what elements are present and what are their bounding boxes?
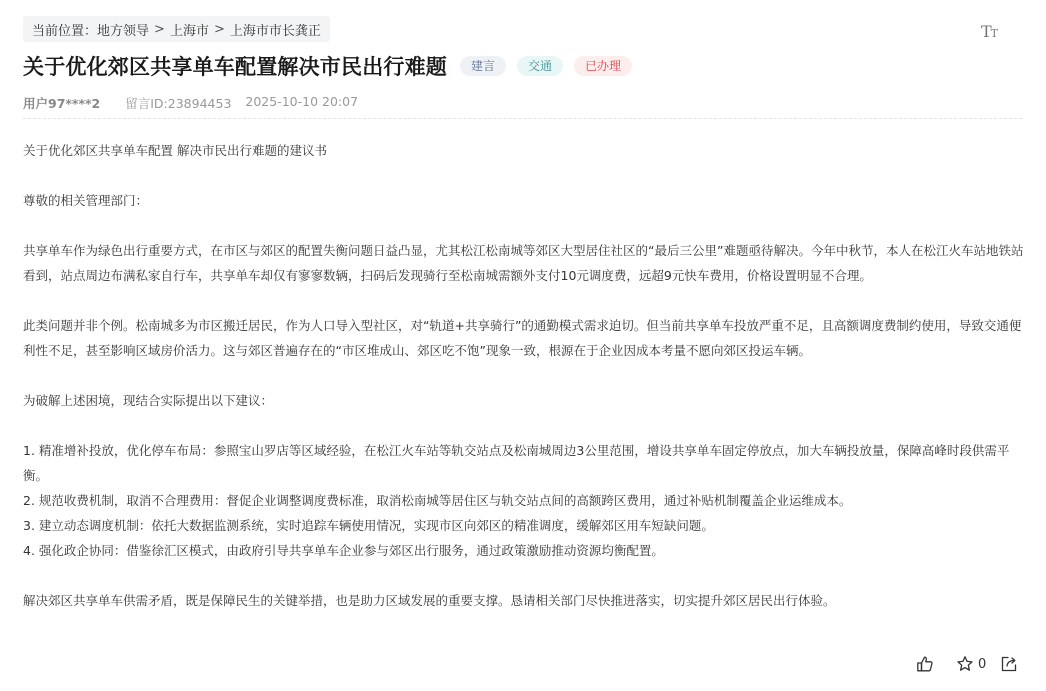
page-title: 关于优化郊区共享单车配置解决市民出行难题 — [23, 55, 447, 79]
body-paragraph: 解决郊区共享单车供需矛盾，既是保障民生的关键举措，也是助力区域发展的重要支撑。恳请相关部门尽快推进落实，切实提升郊区居民出行体验。 — [23, 593, 836, 608]
breadcrumb-item-mayor[interactable]: 上海市市长龚正 — [229, 23, 321, 39]
breadcrumb — [23, 16, 330, 42]
post-actions — [916, 655, 1018, 673]
suggestion-list: 1. 精准增补投放，优化停车布局：参照宝山罗店等区域经验，在松江火车站等轨交站点及松南城周边3公里范围，增设共享单车固定停放点，加大车辆投放量，保障高峰时段供需平衡。 2. 规范收费机制，取消不合理费用：督促企业调整调度费标准，取消松南城等居住区与轨交站点间的高额跨区费用，通过补贴机制覆盖企业运维成本。 3. 建立动态调度机制：依托大数据监测系统，实时追踪车辆使用情况，实现市区向郊区的精准调度，缓解郊区用车短缺问题。 4. 强化政企协同：借鉴徐汇区模式，由政府引导共享单车企业参与郊区出行服务，通过政策激励推动资源均衡配置。 — [23, 443, 1010, 558]
breadcrumb-prefix: 当前位置： — [32, 23, 98, 39]
divider — [23, 118, 1022, 119]
post-datetime: 2025-10-10 20:07 — [245, 94, 359, 109]
type-tag: 建言 — [460, 56, 506, 76]
body-paragraph: 此类问题并非个例。松南城多为市区搬迁居民，作为人口导入型社区，对“轨道+共享骑行”的通勤模式需求迫切。但当前共享单车投放严重不足，且高额调度费制约使用，导致交通便利性不足，甚至影响区域房价活力。这与郊区普遍存在的“市区堆成山、郊区吃不饱”现象一致，根源在于企业因成本考量不愿向郊区投运车辆。 — [23, 318, 1022, 358]
body-paragraph: 关于优化郊区共享单车配置 解决市民出行难题的建议书 — [23, 143, 327, 158]
breadcrumb-separator: > — [213, 21, 225, 37]
body-paragraph: 为破解上述困境，现结合实际提出以下建议： — [23, 393, 274, 408]
body-paragraph: 共享单车作为绿色出行重要方式，在市区与郊区的配置失衡问题日益凸显，尤其松江松南城等郊区大型居住社区的“最后三公里”难题亟待解决。今年中秋节，本人在松江火车站地铁站看到，站点周边布满私家自行车，共享单车却仅有寥寥数辆，扫码后发现骑行至松南城需额外支付10元调度费，远超9元快车费用，价格设置明显不合理。 — [23, 243, 1024, 283]
thumbs-up-icon — [916, 655, 934, 673]
body-paragraph: 尊敬的相关管理部门： — [23, 193, 149, 208]
font-size-glyph-large: T — [981, 22, 992, 41]
font-size-icon[interactable] — [981, 20, 1003, 40]
post-body — [23, 138, 1024, 613]
favorite-button[interactable] — [956, 655, 1000, 673]
share-icon — [1000, 655, 1018, 673]
message-id: 留言ID:23894453 — [125, 96, 232, 111]
breadcrumb-item-shanghai[interactable]: 上海市 — [169, 23, 209, 39]
breadcrumb-separator: > — [154, 21, 165, 37]
font-size-glyph-small: T — [990, 27, 999, 40]
like-button[interactable] — [916, 655, 934, 673]
post-meta — [23, 94, 358, 112]
author-name: 用户97****2 — [23, 96, 101, 111]
category-tag: 交通 — [517, 56, 563, 76]
breadcrumb-item-local-leaders[interactable]: 地方领导 — [97, 23, 150, 39]
favorite-count: 0 — [978, 656, 987, 672]
title-row — [23, 51, 632, 81]
star-icon — [956, 655, 974, 673]
share-button[interactable] — [1000, 655, 1018, 673]
status-badge: 已办理 — [574, 56, 632, 76]
